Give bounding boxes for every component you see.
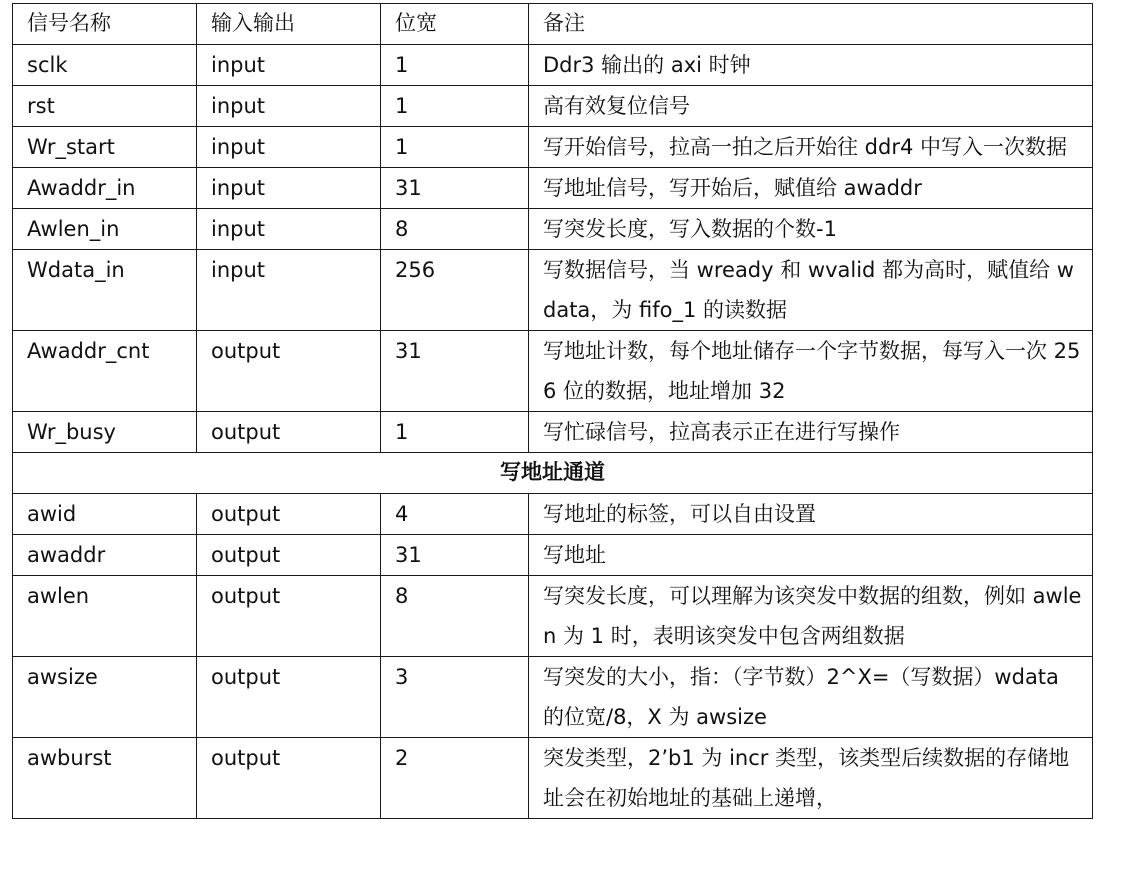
cell-signal-name: Wr_busy (13, 412, 197, 453)
signal-table-body (13, 4, 1093, 819)
table-header-row (13, 4, 1093, 45)
section-title: 写地址通道 (13, 453, 1093, 494)
cell-bit-width: 3 (381, 657, 529, 738)
cell-direction: input (197, 45, 381, 86)
cell-remarks: 写突发长度，写入数据的个数-1 (529, 209, 1093, 250)
table-row (13, 657, 1093, 738)
cell-remarks: 写数据信号，当 wready 和 wvalid 都为高时，赋值给 wdata，为 fifo_1 的读数据 (529, 250, 1093, 331)
cell-signal-name: Wdata_in (13, 250, 197, 331)
cell-bit-width: 31 (381, 168, 529, 209)
cell-direction: output (197, 494, 381, 535)
cell-bit-width: 8 (381, 209, 529, 250)
cell-direction: output (197, 657, 381, 738)
cell-signal-name: awsize (13, 657, 197, 738)
cell-signal-name: Wr_start (13, 127, 197, 168)
cell-direction: input (197, 209, 381, 250)
cell-remarks: 写地址 (529, 535, 1093, 576)
header-signal-name: 信号名称 (13, 4, 197, 45)
cell-signal-name: awlen (13, 576, 197, 657)
cell-direction: output (197, 331, 381, 412)
table-row (13, 738, 1093, 819)
cell-bit-width: 2 (381, 738, 529, 819)
table-row (13, 494, 1093, 535)
cell-remarks: 写地址信号，写开始后，赋值给 awaddr (529, 168, 1093, 209)
cell-direction: output (197, 738, 381, 819)
table-row (13, 576, 1093, 657)
cell-remarks: 写地址计数，每个地址储存一个字节数据，每写入一次 256 位的数据，地址增加 32 (529, 331, 1093, 412)
table-row (13, 412, 1093, 453)
cell-signal-name: Awaddr_in (13, 168, 197, 209)
cell-remarks: 写地址的标签，可以自由设置 (529, 494, 1093, 535)
signal-table (12, 3, 1093, 819)
cell-direction: output (197, 412, 381, 453)
cell-direction: input (197, 168, 381, 209)
cell-bit-width: 8 (381, 576, 529, 657)
table-row (13, 331, 1093, 412)
header-remarks: 备注 (529, 4, 1093, 45)
cell-remarks: Ddr3 输出的 axi 时钟 (529, 45, 1093, 86)
cell-remarks: 高有效复位信号 (529, 86, 1093, 127)
cell-signal-name: awaddr (13, 535, 197, 576)
cell-direction: output (197, 535, 381, 576)
table-row (13, 127, 1093, 168)
cell-direction: input (197, 127, 381, 168)
header-direction: 输入输出 (197, 4, 381, 45)
cell-bit-width: 31 (381, 331, 529, 412)
table-row (13, 86, 1093, 127)
cell-bit-width: 1 (381, 86, 529, 127)
cell-signal-name: sclk (13, 45, 197, 86)
header-bit-width: 位宽 (381, 4, 529, 45)
cell-signal-name: awburst (13, 738, 197, 819)
cell-signal-name: Awlen_in (13, 209, 197, 250)
cell-bit-width: 31 (381, 535, 529, 576)
cell-bit-width: 1 (381, 412, 529, 453)
table-row (13, 45, 1093, 86)
table-row (13, 250, 1093, 331)
cell-signal-name: rst (13, 86, 197, 127)
cell-direction: input (197, 86, 381, 127)
cell-remarks: 写突发的大小，指：（字节数）2^X=（写数据）wdata 的位宽/8，X 为 awsize (529, 657, 1093, 738)
cell-bit-width: 1 (381, 45, 529, 86)
cell-direction: input (197, 250, 381, 331)
table-row (13, 168, 1093, 209)
cell-signal-name: Awaddr_cnt (13, 331, 197, 412)
cell-bit-width: 1 (381, 127, 529, 168)
cell-bit-width: 256 (381, 250, 529, 331)
cell-direction: output (197, 576, 381, 657)
cell-signal-name: awid (13, 494, 197, 535)
cell-bit-width: 4 (381, 494, 529, 535)
cell-remarks: 写突发长度，可以理解为该突发中数据的组数，例如 awlen 为 1 时，表明该突发中包含两组数据 (529, 576, 1093, 657)
section-row (13, 453, 1093, 494)
table-row (13, 535, 1093, 576)
cell-remarks: 写开始信号，拉高一拍之后开始往 ddr4 中写入一次数据 (529, 127, 1093, 168)
cell-remarks: 突发类型，2’b1 为 incr 类型，该类型后续数据的存储地址会在初始地址的基础上递增， (529, 738, 1093, 819)
table-row (13, 209, 1093, 250)
cell-remarks: 写忙碌信号，拉高表示正在进行写操作 (529, 412, 1093, 453)
